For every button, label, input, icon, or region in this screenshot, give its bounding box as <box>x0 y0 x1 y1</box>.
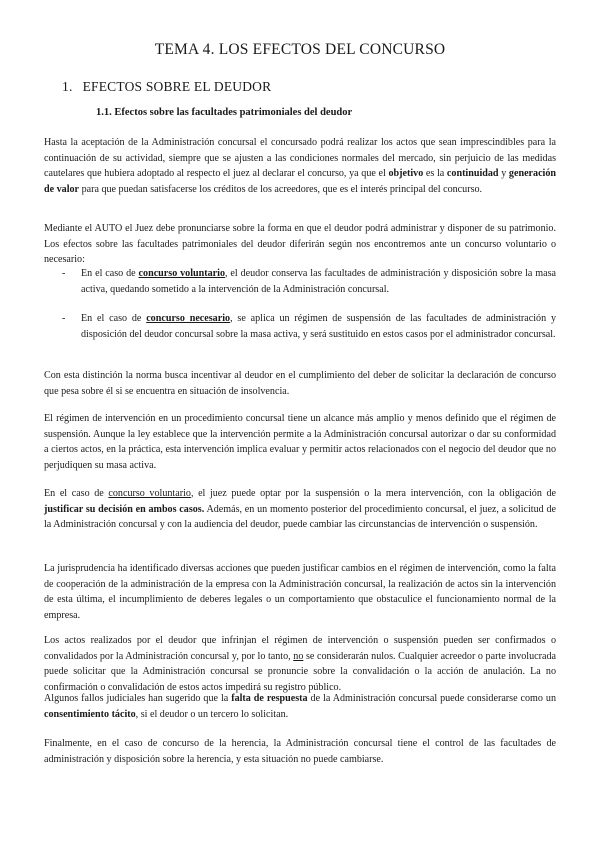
item2-text-2: , se aplica un régimen de suspensión de las facultades de administración y disposición del deudor concursal sobre la masa activa, y será sustituido en estos casos por el administrador concursal. <box>81 313 556 340</box>
item2-underlined: concurso necesario <box>146 313 231 324</box>
p5-underlined: concurso voluntario <box>108 488 191 499</box>
subsection-heading: 1.1. Efectos sobre las facultades patrimoniales del deudor <box>96 107 353 118</box>
list-item-2-text <box>81 311 556 342</box>
p5-text-2: , el juez puede optar por la suspensión o la mera intervención, con la obligación de <box>190 488 557 499</box>
paragraph-6: La jurisprudencia ha identificado diversas acciones que pueden justificar cambios en el régimen de intervención, como la falta de cooperación de la administración de la empresa con la Administración concursal, la realización de actos sin la intervención de esta última, el incumplimiento de deberes legales o un comportamiento que obstaculice el funcionamiento normal de la empresa. <box>44 563 556 621</box>
paragraph-4: El régimen de intervención en un procedimiento concursal tiene un alcance más amplio y menos definido que el régimen de suspensión. Aunque la ley establece que la intervención permite a la Administración concursal autorizar o dar su conformidad a ciertos actos, en la práctica, esta intervención implica evaluar y permitir actos relacionados con el negocio del deudor que no perjudiquen su masa activa. <box>44 413 556 471</box>
paragraph-3: Con esta distinción la norma busca incentivar al deudor en el cumplimiento del deber de solicitar la declaración de concurso que pesa sobre él si se encuentra en situación de insolvencia. <box>44 370 556 397</box>
p5-bold: justificar su decisión en ambos casos. <box>44 503 205 515</box>
p7-text-2: se considerarán nulos. Cualquier acreedor o parte involucrada puede solicitar que la Administración concursal se pronuncie sobre la convalidación o la acción de anulación. La no confirmación o convalidación de estos actos impedirá su registro público. <box>44 650 556 693</box>
p7-text-1: Los actos realizados por el deudor que infrinjan el régimen de intervención o suspensión pueden ser confirmados o convalidados por la Administración concursal y, por lo tanto, <box>44 635 556 662</box>
paragraph-1 <box>44 135 556 197</box>
item1-text-1: En el caso de <box>81 268 139 279</box>
p1-bold-objetivo: objetivo <box>388 168 424 180</box>
paragraph-5 <box>44 486 556 533</box>
p1-text-1: Hasta la aceptación de la Administración concursal el concursado podrá realizar los actos que sean imprescindibles para la continuación de su actividad, siempre que se ajusten a las condiciones normales del mercado, sin perjuicio de las medidas cautelares que hubiera adoptado al respecto el juez al declarar el concurso, ya que el <box>44 137 556 180</box>
p1-text-3: y <box>498 168 509 180</box>
item2-text-1: En el caso de <box>81 313 147 324</box>
list-dash: - <box>62 313 66 324</box>
p7-underlined: no <box>293 650 304 662</box>
p8-bold-1: falta de respuesta <box>231 693 308 704</box>
list-item-1-text <box>81 266 556 297</box>
p8-text-2: de la Administración concursal puede considerarse como un <box>307 693 557 704</box>
document-title: TEMA 4. LOS EFECTOS DEL CONCURSO <box>154 41 446 58</box>
p5-text-3: Además, en un momento posterior del procedimiento concursal, el juez, a solicitud de la Administración concursal y con la audiencia del deudor, puede cambiar las circunstancias de intervención o suspensión. <box>44 503 556 531</box>
p1-bold-generacion: generación de valor <box>44 168 557 195</box>
p8-bold-2: consentimiento tácito <box>44 708 136 720</box>
paragraph-7 <box>44 633 556 695</box>
section-number: 1. <box>62 79 73 94</box>
list-dash: - <box>62 268 66 279</box>
paragraph-9: Finalmente, en el caso de concurso de la herencia, la Administración concursal tiene el control de las facultades de administración y disposición sobre la herencia, y esta situación no puede cambiarse. <box>44 738 556 765</box>
p1-text-2: es la <box>423 168 447 180</box>
item1-underlined: concurso voluntario <box>138 268 225 279</box>
paragraph-2: Mediante el AUTO el Juez debe pronunciarse sobre la forma en que el deudor podrá administrar y disponer de su patrimonio. Los efectos sobre las facultades patrimoniales del deudor diferirán según nos encontremos ante un concurso voluntario o necesario: <box>44 223 556 266</box>
list-item-1 <box>62 266 556 297</box>
p8-text-3: , si el deudor o un tercero lo solicitan. <box>135 708 289 720</box>
list-item-2 <box>62 311 556 342</box>
p5-text-1: En el caso de <box>44 488 109 499</box>
item1-text-2: , el deudor conserva las facultades de administración y disposición sobre la masa activa, quedando sometido a la intervención de la Administración concursal. <box>81 268 556 295</box>
section-heading <box>62 79 271 95</box>
paragraph-8 <box>44 691 556 722</box>
p1-text-4: para que puedan satisfacerse los créditos de los acreedores, que es el interés principal del concurso. <box>79 183 483 195</box>
section-title: EFECTOS SOBRE EL DEUDOR <box>82 79 272 94</box>
p1-bold-continuidad: continuidad <box>446 168 499 180</box>
p8-text-1: Algunos fallos judiciales han sugerido que la <box>44 693 232 704</box>
